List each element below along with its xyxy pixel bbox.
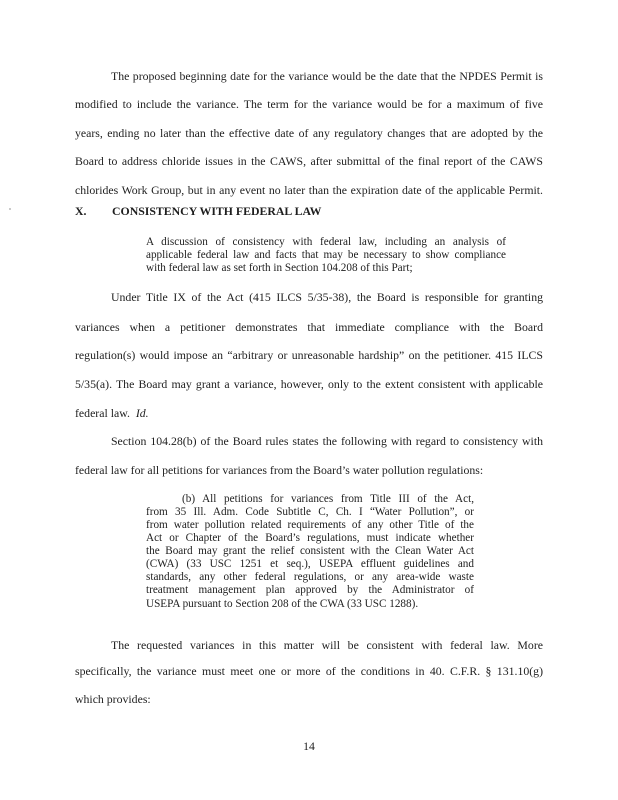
quote2-line-3: from water pollution related requirements of any other Title of the xyxy=(146,519,474,531)
page-number: 14 xyxy=(303,739,315,753)
quote2-line-7: standards, any other federal regulations, or any area-wide waste xyxy=(146,571,474,583)
citation-id: Id. xyxy=(135,406,149,420)
section-title: CONSISTENCY WITH FEDERAL LAW xyxy=(112,204,322,218)
quote2-line-8: treatment management plan approved by the Administrator of xyxy=(146,584,474,596)
para1-line-4: Board to address chloride issues in the CAWS, after submittal of the final report of the CAWS xyxy=(75,154,543,168)
section-heading xyxy=(75,204,543,218)
para2-line-1: Under Title IX of the Act (415 ILCS 5/35-38), the Board is responsible for granting xyxy=(111,290,543,304)
quote2-line-9: USEPA pursuant to Section 208 of the CWA (33 USC 1288). xyxy=(146,598,419,610)
para1-line-3: years, ending no later than the effective date of any regulatory changes that are adopted by the xyxy=(75,126,543,140)
quote2-line-5: the Board may grant the relief consistent with the Clean Water Act xyxy=(146,545,474,557)
para2-last-text: federal law. xyxy=(75,406,130,420)
section-number: X. xyxy=(75,204,87,218)
quote1-line-3: with federal law as set forth in Section 104.208 of this Part; xyxy=(146,262,413,274)
quote2-line-4: Act or Chapter of the Board’s regulations, must indicate whether xyxy=(146,532,474,544)
para3-line-1: Section 104.28(b) of the Board rules states the following with regard to consistency with xyxy=(111,434,543,448)
para3-line-2: federal law for all petitions for variances from the Board’s water pollution regulations: xyxy=(75,463,484,477)
para2-line-3: regulation(s) would impose an “arbitrary or unreasonable hardship” on the petitioner. 415 ILCS xyxy=(75,348,543,362)
quote2-line-6: (CWA) (33 USC 1251 et seq.), USEPA effluent guidelines and xyxy=(146,558,474,570)
quote2-line-1: (b) All petitions for variances from Title III of the Act, xyxy=(182,493,474,505)
para4-line-2: specifically, the variance must meet one or more of the conditions in 40. C.F.R. § 131.10(g) xyxy=(75,664,543,678)
para2-line-5 xyxy=(75,406,543,420)
quote2-line-2: from 35 Ill. Adm. Code Subtitle C, Ch. I “Water Pollution”, or xyxy=(146,506,474,518)
para1-line-5: chlorides Work Group, but in any event no later than the expiration date of the applicable Permit. xyxy=(75,183,543,197)
para1-line-2: modified to include the variance. The term for the variance would be for a maximum of five xyxy=(75,97,543,111)
quote1-line-2: applicable federal law and facts that may be necessary to show compliance xyxy=(146,249,506,261)
para2-line-4: 5/35(a). The Board may grant a variance, however, only to the extent consistent with applicable xyxy=(75,377,543,391)
para4-line-1: The requested variances in this matter will be consistent with federal law. More xyxy=(111,638,543,652)
para4-line-3: which provides: xyxy=(75,692,151,706)
para1-line-1: The proposed beginning date for the variance would be the date that the NPDES Permit is xyxy=(111,69,543,83)
scan-speck xyxy=(9,208,11,210)
para2-line-2: variances when a petitioner demonstrates that immediate compliance with the Board xyxy=(75,320,543,334)
quote1-line-1: A discussion of consistency with federal law, including an analysis of xyxy=(146,236,506,248)
